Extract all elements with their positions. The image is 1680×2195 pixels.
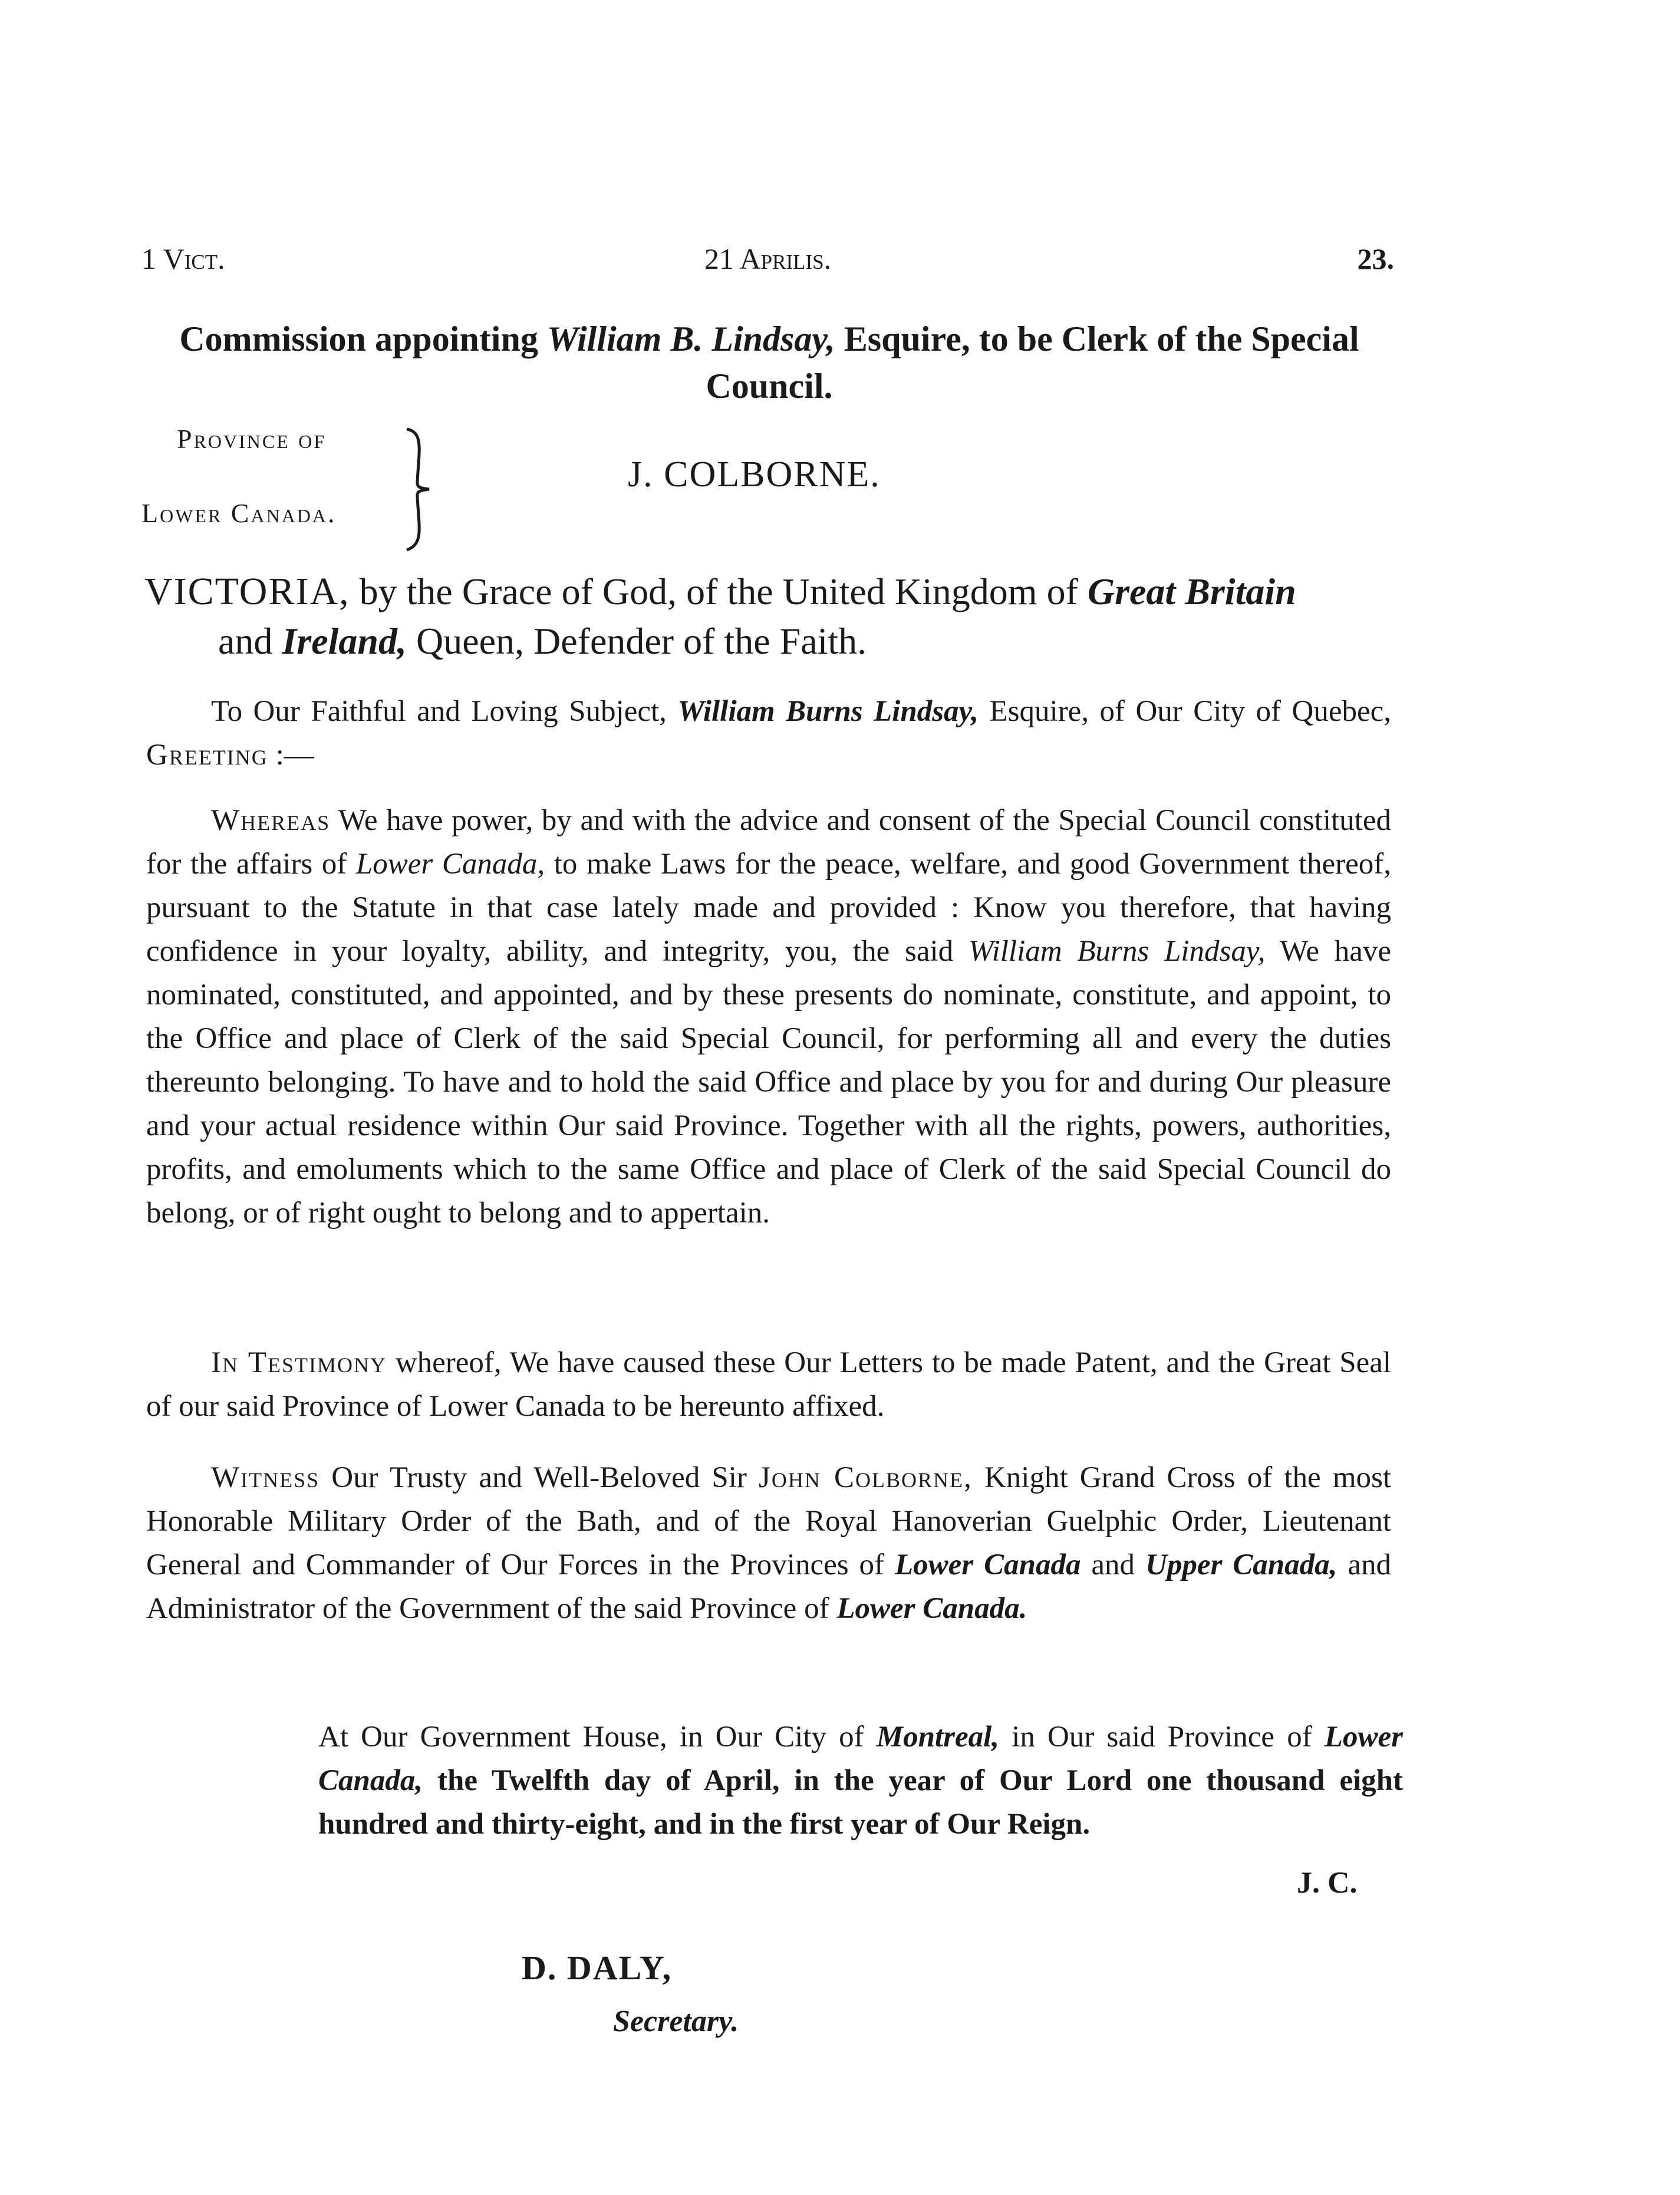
signatory-name: J. COLBORNE. xyxy=(628,454,881,495)
royal-style-text-3: Queen, Defender of the Faith. xyxy=(407,620,867,662)
witness-text-4: and Administrator of the Government of the said Province of xyxy=(146,1548,1392,1625)
witness-place-1: Lower Canada xyxy=(894,1548,1081,1581)
date-heading: 21 Aprilis. xyxy=(704,242,832,275)
given-text-2: in Our said Province of xyxy=(999,1721,1325,1754)
greeting-text-2: Esquire, of Our City of Quebec, xyxy=(979,695,1391,728)
page-number: 23. xyxy=(1357,242,1394,275)
witness-text-2: Knight Grand Cross of the most Honorable Military Order of the Bath, and of the Royal Hanoverian Guelphic Order, Lieutenant General and Commander of Our Forces in the Provinces of xyxy=(146,1461,1392,1581)
royal-style xyxy=(144,567,1397,666)
greeting-name: William Burns Lindsay, xyxy=(677,695,979,728)
whereas-text-1: We have power, by and with the advice and consent of the Special Council constituted for the affairs of xyxy=(146,804,1391,881)
running-head xyxy=(141,242,1394,283)
witness-text-3: and xyxy=(1081,1548,1146,1581)
greeting-word: Greeting xyxy=(146,739,268,772)
royal-style-country-2: Ireland, xyxy=(282,620,407,662)
given-text-1: At Our Government House, in Our City of xyxy=(318,1721,877,1754)
royal-style-country-1: Great Britain xyxy=(1087,571,1296,612)
witness-paragraph xyxy=(146,1456,1391,1630)
given-text-3: the Twelfth day of April, in the year of Our Lord one thousand eight hundred and thirty-eight, and in the first year of Our Reign. xyxy=(318,1764,1403,1841)
given-province: Lower Canada, xyxy=(318,1721,1403,1797)
whereas-text-3: We have nominated, constituted, and appointed, and by these presents do nominate, constitute, and appoint, to the Office and place of Clerk of the said Special Council, for performing all and every the duties thereunto belonging. To have and to hold the said Office and place by you for and during Our pleasure and your actual residence within Our said Province. Together with all the rights, powers, authorities, profits, and emoluments which to the same Office and place of Clerk of the said Special Council do belong, or of right ought to belong and to appertain. xyxy=(146,935,1392,1230)
province-line-1: Province of xyxy=(177,424,327,454)
witness-text-1: Our Trusty and Well-Beloved Sir xyxy=(319,1461,759,1494)
secretary-title: Secretary. xyxy=(613,2005,739,2038)
whereas-text-2: to make Laws for the peace, welfare, and good Government thereof, pursuant to the Statute in that case lately made and provided : Know you therefore, that having confidence in your loyalty, ability, and integrity, you, the said xyxy=(146,848,1391,968)
curly-brace-icon xyxy=(401,417,436,559)
witness-place-3: Lower Canada. xyxy=(836,1592,1027,1625)
witness-place-2: Upper Canada, xyxy=(1145,1548,1338,1581)
royal-name: VICTORIA, xyxy=(144,570,350,613)
greeting-paragraph xyxy=(146,690,1391,777)
royal-style-text-1: by the Grace of God, of the United Kingdom of xyxy=(350,571,1088,612)
whereas-name: William Burns Lindsay, xyxy=(968,935,1266,968)
whereas-word: Whereas xyxy=(211,804,331,837)
testimony-paragraph xyxy=(146,1341,1391,1428)
greeting-text-1: To Our Faithful and Loving Subject, xyxy=(211,695,678,728)
given-city: Montreal, xyxy=(876,1721,1000,1754)
testimony-text: whereof, We have caused these Our Letters to be made Patent, and the Great Seal of our said Province of Lower Canada to be hereunto affixed. xyxy=(146,1346,1391,1423)
secretary-name: D. DALY, xyxy=(522,1949,673,1987)
given-at-paragraph xyxy=(318,1715,1403,1846)
whereas-paragraph xyxy=(146,799,1391,1235)
witness-word: Witness xyxy=(211,1461,320,1494)
title-part-1: Commission appointing xyxy=(179,319,547,358)
royal-style-text-2: and xyxy=(218,620,282,662)
regnal-year: 1 Vict. xyxy=(141,242,225,275)
title-name: William B. Lindsay, xyxy=(546,319,835,358)
document-title xyxy=(141,315,1397,410)
witness-name: John Colborne, xyxy=(759,1461,973,1494)
testimony-word: In Testimony xyxy=(211,1346,387,1379)
signature-initials: J. C. xyxy=(1297,1866,1358,1900)
whereas-place: Lower Canada, xyxy=(355,848,545,881)
title-part-2: Esquire, to be Clerk of the Special Council. xyxy=(706,319,1359,406)
greeting-text-3: :— xyxy=(268,739,314,772)
province-line-2: Lower Canada. xyxy=(141,498,337,528)
